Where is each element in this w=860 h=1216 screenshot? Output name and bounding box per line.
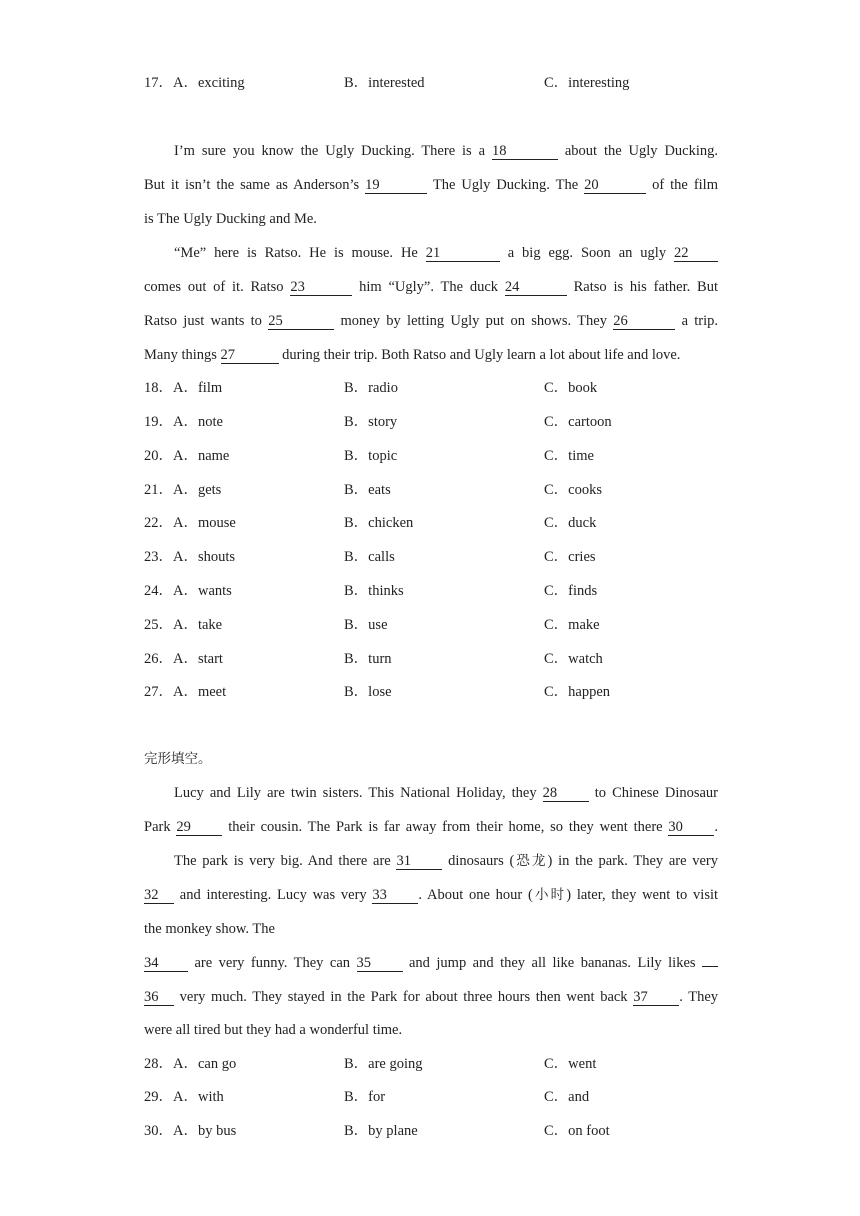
option-a: 24．A．wants xyxy=(144,583,232,599)
blank-36-start xyxy=(702,966,718,967)
blank-35: 35 xyxy=(357,955,403,972)
option-b: B．thinks xyxy=(344,583,404,599)
option-a: 21．A．gets xyxy=(144,482,222,498)
option-c: C．happen xyxy=(544,684,611,700)
option-c: C．went xyxy=(544,1056,597,1072)
option-a: 17．A．exciting xyxy=(144,75,245,91)
blank-32: 32 xyxy=(144,887,174,904)
option-b: B．radio xyxy=(344,380,398,396)
option-c: C．interesting xyxy=(544,75,630,91)
option-c: C．finds xyxy=(544,583,598,599)
passage1-line-3: is The Ugly Ducking and Me. xyxy=(144,211,317,227)
blank-22: 22 xyxy=(674,245,718,262)
option-a: 25．A．take xyxy=(144,617,223,633)
option-b: B．story xyxy=(344,414,398,430)
blank-25: 25 xyxy=(268,313,334,330)
option-b: B．interested xyxy=(344,75,425,91)
option-a: 27．A．meet xyxy=(144,684,227,700)
passage2-line-3: The park is very big. And there are 31 dinosaurs (恐龙) in the park. They are very xyxy=(174,853,719,869)
passage2-line-4: 32 and interesting. Lucy was very 33 . About one hour (小时) later, they went to visit xyxy=(144,887,719,903)
option-b: B．lose xyxy=(344,684,392,700)
blank-28: 28 xyxy=(543,785,589,802)
blank-31: 31 xyxy=(396,853,442,870)
passage1-line-6: Ratso just wants to 25 money by letting Ugly put on shows. They 26 a trip. xyxy=(144,313,719,329)
passage1-line-4: “Me” here is Ratso. He is mouse. He 21 a big egg. Soon an ugly 22 xyxy=(144,243,718,263)
blank-30: 30 xyxy=(668,819,714,836)
option-c: C．book xyxy=(544,380,598,396)
passage2-line-1: Lucy and Lily are twin sisters. This National Holiday, they 28 to Chinese Dinosaur xyxy=(174,785,719,801)
option-b: B．turn xyxy=(344,651,392,667)
option-a: 23．A．shouts xyxy=(144,549,236,565)
option-b: B．topic xyxy=(344,448,398,464)
blank-24: 24 xyxy=(505,279,567,296)
option-c: C．cries xyxy=(544,549,596,565)
option-a: 29．A．with xyxy=(144,1089,224,1105)
option-a: 19．A．note xyxy=(144,414,223,430)
option-b: B．by plane xyxy=(344,1123,418,1139)
option-b: B．for xyxy=(344,1089,386,1105)
option-a: 30．A．by bus xyxy=(144,1123,237,1139)
blank-21: 21 xyxy=(426,245,500,262)
passage2-line-5: the monkey show. The xyxy=(144,921,275,937)
blank-33: 33 xyxy=(372,887,418,904)
blank-18: 18 xyxy=(492,143,558,160)
option-c: C．cooks xyxy=(544,482,602,498)
option-b: B．calls xyxy=(344,549,395,565)
passage1-line-5: comes out of it. Ratso 23 him “Ugly”. The duck 24 Ratso is his father. But xyxy=(144,279,718,295)
option-c: C．make xyxy=(544,617,600,633)
option-b: B．are going xyxy=(344,1056,423,1072)
passage2-line-8: were all tired but they had a wonderful time. xyxy=(144,1022,403,1038)
option-a: 28．A．can go xyxy=(144,1056,237,1072)
option-a: 20．A．name xyxy=(144,448,230,464)
blank-19: 19 xyxy=(365,177,427,194)
blank-36: 36 xyxy=(144,989,174,1006)
passage2-line-7: 36 very much. They stayed in the Park for about three hours then went back 37 . They xyxy=(144,989,718,1005)
option-b: B．chicken xyxy=(344,515,414,531)
option-a: 26．A．start xyxy=(144,651,223,667)
blank-27: 27 xyxy=(221,347,279,364)
blank-29: 29 xyxy=(176,819,222,836)
passage2-line-6: 34 are very funny. They can 35 and jump and they all like bananas. Lily likes xyxy=(144,953,718,973)
blank-26: 26 xyxy=(613,313,675,330)
option-a: 18．A．film xyxy=(144,380,223,396)
blank-37: 37 xyxy=(633,989,679,1006)
blank-20: 20 xyxy=(584,177,646,194)
blank-23: 23 xyxy=(290,279,352,296)
option-b: B．eats xyxy=(344,482,391,498)
option-c: C．duck xyxy=(544,515,597,531)
passage1-line-7: Many things 27 during their trip. Both Ratso and Ugly learn a lot about life and love. xyxy=(144,347,681,363)
passage1-line-2: But it isn’t the same as Anderson’s 19 The Ugly Ducking. The 20 of the film xyxy=(144,177,718,193)
option-c: C．and xyxy=(544,1089,590,1105)
option-c: C．cartoon xyxy=(544,414,612,430)
option-c: C．time xyxy=(544,448,594,464)
section-title: 完形填空。 xyxy=(144,751,212,767)
blank-34: 34 xyxy=(144,955,188,972)
option-c: C．watch xyxy=(544,651,603,667)
option-b: B．use xyxy=(344,617,388,633)
option-c: C．on foot xyxy=(544,1123,610,1139)
option-a: 22．A．mouse xyxy=(144,515,236,531)
passage2-line-2: Park 29 their cousin. The Park is far away from their home, so they went there 30 . xyxy=(144,819,719,835)
passage1-line-1: I’m sure you know the Ugly Ducking. There is a 18 about the Ugly Ducking. xyxy=(174,143,719,159)
